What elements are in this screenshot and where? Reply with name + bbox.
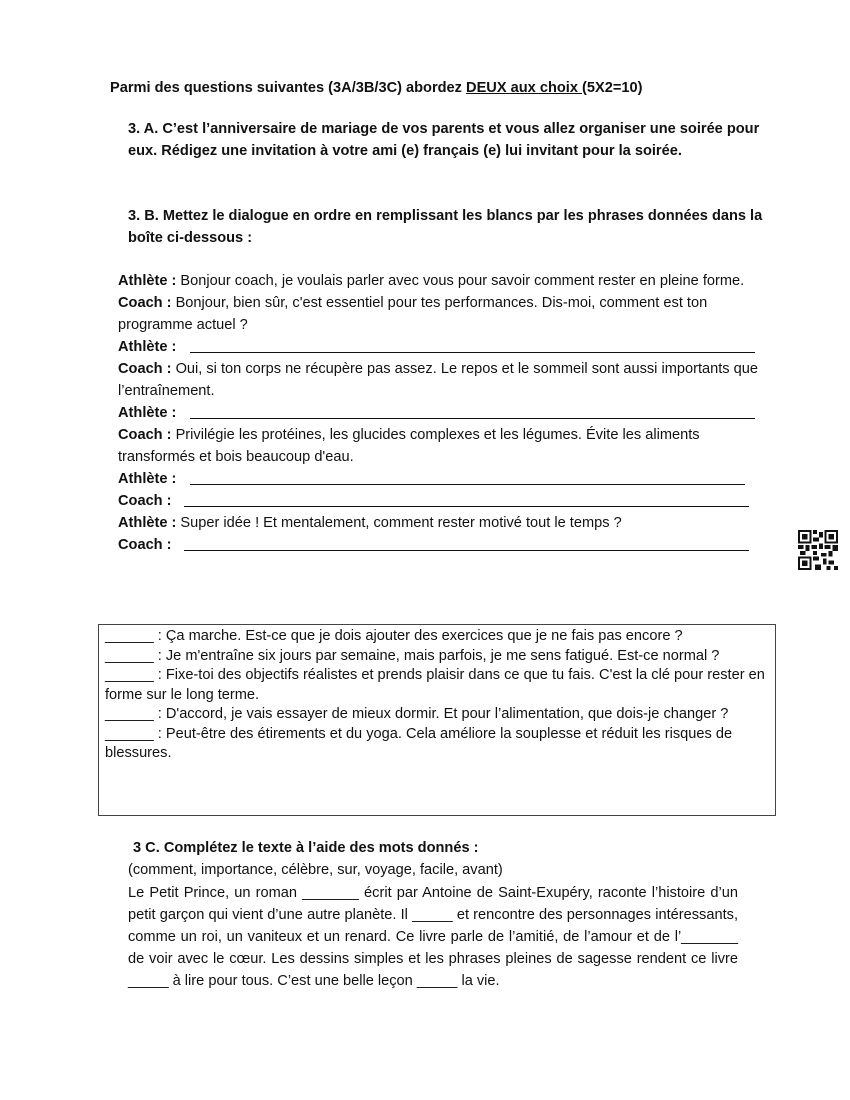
dialogue-line [118, 270, 768, 292]
phrase-item [105, 705, 769, 725]
speaker-label: Athlète : [118, 471, 177, 487]
dialogue-line [118, 512, 768, 534]
instruction-emphasis: DEUX aux choix [466, 80, 583, 96]
phrase-text: : Ça marche. Est-ce que je dois ajouter des exercices que je ne fais pas encore ? [153, 628, 683, 644]
phrase-item [105, 627, 769, 647]
instruction-prefix: Parmi des questions suivantes (3A/3B/3C) abordez [110, 80, 467, 96]
phrase-blank[interactable]: ______ [105, 667, 154, 683]
word-bank: (comment, importance, célèbre, sur, voyage, facile, avant) [128, 862, 503, 878]
cloze-text: Le Petit Prince, un roman _______ écrit par Antoine de Saint-Exupéry, raconte l’histoire d’un petit garçon qui vient d’une autre planète. Il _____ et rencontre des personnages intéressants, comme un roi, un vaniteux et un renard. Ce livre parle de l’amitié, de l’amour et de l’_______ de voir avec le cœur. Les dessins simples et les phrases pleines de sagesse rendent ce livre _____ à lire pour tous. C’est une belle leçon _____ la vie. [128, 885, 738, 989]
question-3a: 3. A. C’est l’anniversaire de mariage de vos parents et vous allez organiser une soirée pour eux. Rédigez une invitation à votre ami (e) français (e) lui invitant pour la soirée. [128, 121, 760, 159]
dialogue-text: Bonjour coach, je voulais parler avec vous pour savoir comment rester en pleine forme. [176, 273, 745, 289]
phrase-blank[interactable]: ______ [105, 725, 154, 742]
speaker-label: Athlète : [118, 273, 177, 289]
dialogue-text: Super idée ! Et mentalement, comment rester motivé tout le temps ? [176, 515, 622, 531]
speaker-label: Coach : [118, 361, 172, 377]
answer-blank[interactable] [190, 352, 755, 353]
dialogue-line-blank [118, 402, 768, 424]
answer-blank[interactable] [184, 550, 749, 551]
qr-code-icon [798, 530, 838, 570]
dialogue-text: Privilégie les protéines, les glucides complexes et les légumes. Évite les aliments transformés et bois beaucoup d'eau. [118, 427, 700, 465]
answer-blank[interactable] [184, 506, 749, 507]
speaker-label: Athlète : [118, 339, 177, 355]
question-3b: 3. B. Mettez le dialogue en ordre en remplissant les blancs par les phrases données dans la boîte ci-dessous : [128, 208, 763, 246]
dialogue-line-blank [118, 336, 768, 358]
phrase-text: : Peut-être des étirements et du yoga. Cela améliore la souplesse et réduit les risques de blessures. [105, 725, 733, 761]
phrase-text: : Fixe-toi des objectifs réalistes et prends plaisir dans ce que tu fais. C'est la clé pour rester en forme sur le long terme. [105, 667, 765, 703]
speaker-label: Coach : [118, 537, 172, 553]
speaker-label: Coach : [118, 295, 172, 311]
phrase-box [98, 624, 776, 816]
dialogue-line [118, 358, 768, 402]
dialogue-line-blank [118, 534, 768, 556]
phrase-blank[interactable]: ______ [105, 647, 154, 664]
dialogue-text: Oui, si ton corps ne récupère pas assez. Le repos et le sommeil sont aussi importants que l’entraînement. [118, 361, 758, 399]
speaker-label: Coach : [118, 493, 172, 509]
phrase-text: : Je m'entraîne six jours par semaine, mais parfois, je me sens fatigué. Est-ce normal ? [153, 647, 720, 664]
phrase-item [105, 666, 769, 705]
dialogue-line [118, 424, 768, 468]
answer-blank[interactable] [190, 484, 745, 485]
speaker-label: Athlète : [118, 405, 177, 421]
answer-blank[interactable] [190, 418, 755, 419]
speaker-label: Coach : [118, 427, 172, 443]
phrase-item [105, 725, 769, 764]
exam-instruction [110, 80, 642, 96]
instruction-points: (5X2=10) [582, 80, 643, 96]
dialogue-line-blank [118, 468, 768, 490]
dialogue-text: Bonjour, bien sûr, c'est essentiel pour tes performances. Dis-moi, comment est ton programme actuel ? [118, 295, 708, 333]
dialogue-line [118, 292, 768, 336]
phrase-blank[interactable]: ______ [105, 628, 154, 644]
speaker-label: Athlète : [118, 515, 177, 531]
phrase-text: : D'accord, je vais essayer de mieux dormir. Et pour l’alimentation, que dois-je changer ? [153, 706, 729, 722]
phrase-blank[interactable]: ______ [105, 706, 154, 722]
dialogue-line-blank [118, 490, 768, 512]
question-3c-title: 3 C. Complétez le texte à l’aide des mots donnés : [133, 840, 479, 856]
dialogue [118, 270, 768, 556]
phrase-item [105, 647, 769, 667]
